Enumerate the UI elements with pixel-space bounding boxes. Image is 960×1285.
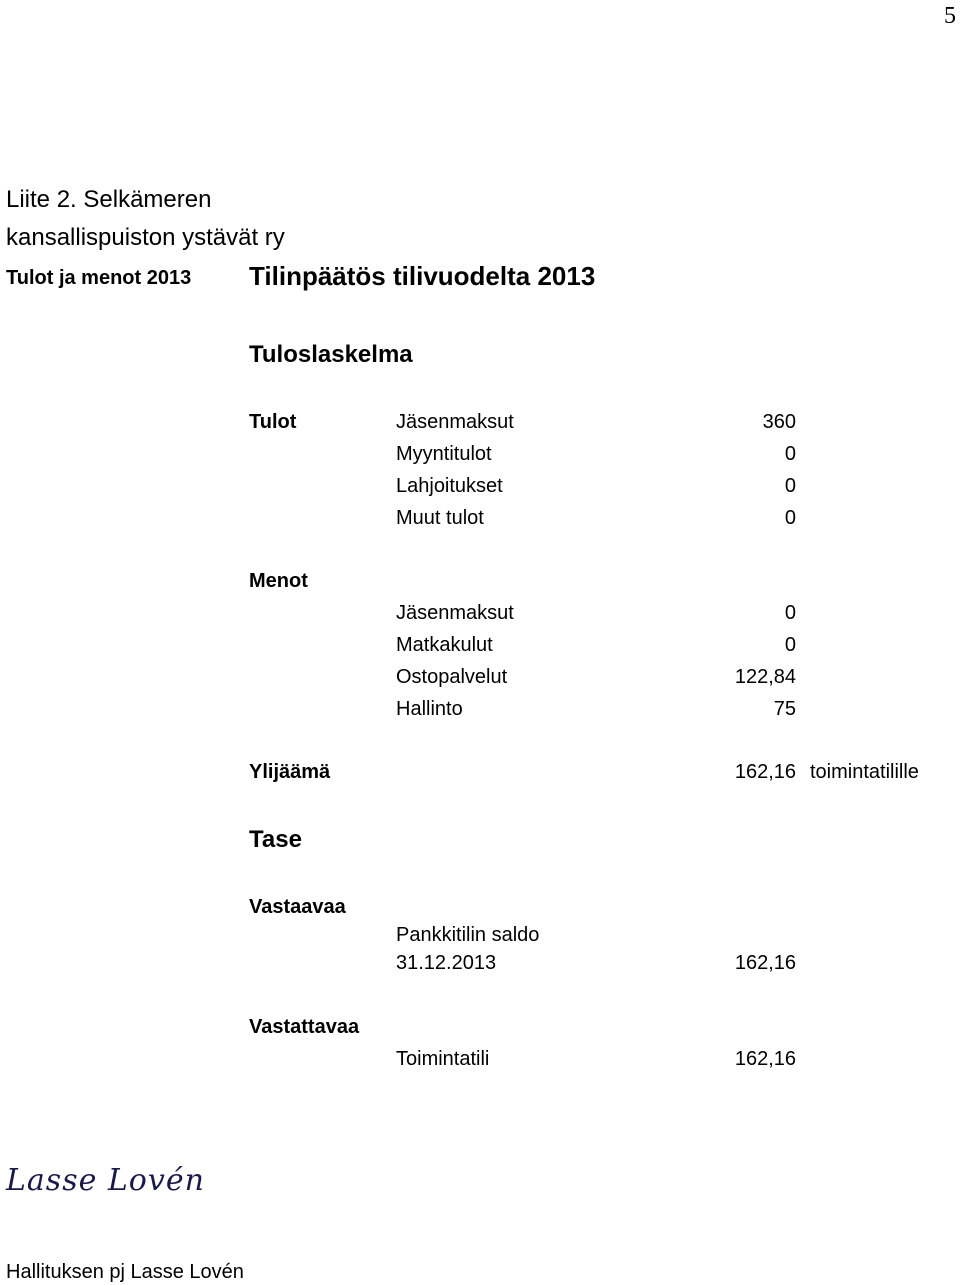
group-label-menot: Menot bbox=[249, 570, 308, 592]
ylijaama-value: 162,16 bbox=[734, 761, 796, 783]
tulot-item-value: 0 bbox=[784, 443, 796, 465]
menot-item-value: 0 bbox=[784, 634, 796, 656]
menot-item-label: Ostopalvelut bbox=[396, 666, 508, 688]
page-title: Tilinpäätös tilivuodelta 2013 bbox=[249, 261, 596, 291]
section-heading-tuloslaskelma: Tuloslaskelma bbox=[249, 341, 413, 368]
menot-item-value: 0 bbox=[784, 602, 796, 624]
vastaavaa-item-date: 31.12.2013 bbox=[396, 952, 497, 974]
tulot-item-label: Muut tulot bbox=[396, 507, 484, 529]
page-number: 5 bbox=[944, 3, 956, 29]
vastattavaa-item-value: 162,16 bbox=[734, 1048, 796, 1070]
vastattavaa-item-label: Toimintatili bbox=[396, 1048, 490, 1070]
menot-item-label: Matkakulut bbox=[396, 634, 493, 656]
signature-caption: Hallituksen pj Lasse Lovén bbox=[6, 1261, 244, 1283]
group-label-tulot: Tulot bbox=[249, 411, 297, 433]
menot-item-label: Jäsenmaksut bbox=[396, 602, 514, 624]
tulot-item-value: 0 bbox=[784, 507, 796, 529]
group-label-vastattavaa: Vastattavaa bbox=[249, 1016, 360, 1038]
group-label-vastaavaa: Vastaavaa bbox=[249, 896, 346, 918]
header-subtitle: Tulot ja menot 2013 bbox=[6, 267, 192, 289]
vastaavaa-item-value: 162,16 bbox=[734, 952, 796, 974]
tulot-item-label: Lahjoitukset bbox=[396, 475, 503, 497]
vastaavaa-item-label: Pankkitilin saldo bbox=[396, 924, 540, 946]
tulot-item-label: Jäsenmaksut bbox=[396, 411, 514, 433]
menot-item-value: 122,84 bbox=[734, 666, 796, 688]
header-line-2: kansallispuiston ystävät ry bbox=[6, 224, 285, 251]
ylijaama-note: toimintatilille bbox=[810, 761, 919, 783]
tulot-item-value: 360 bbox=[762, 411, 796, 433]
tulot-item-label: Myyntitulot bbox=[396, 443, 492, 465]
header-line-1: Liite 2. Selkämeren bbox=[6, 186, 212, 213]
tulot-item-value: 0 bbox=[784, 475, 796, 497]
menot-item-label: Hallinto bbox=[396, 698, 463, 720]
menot-item-value: 75 bbox=[773, 698, 796, 720]
handwritten-signature: Lasse Lovén bbox=[6, 1163, 205, 1198]
section-heading-tase: Tase bbox=[249, 826, 302, 853]
ylijaama-label: Ylijäämä bbox=[249, 761, 331, 783]
